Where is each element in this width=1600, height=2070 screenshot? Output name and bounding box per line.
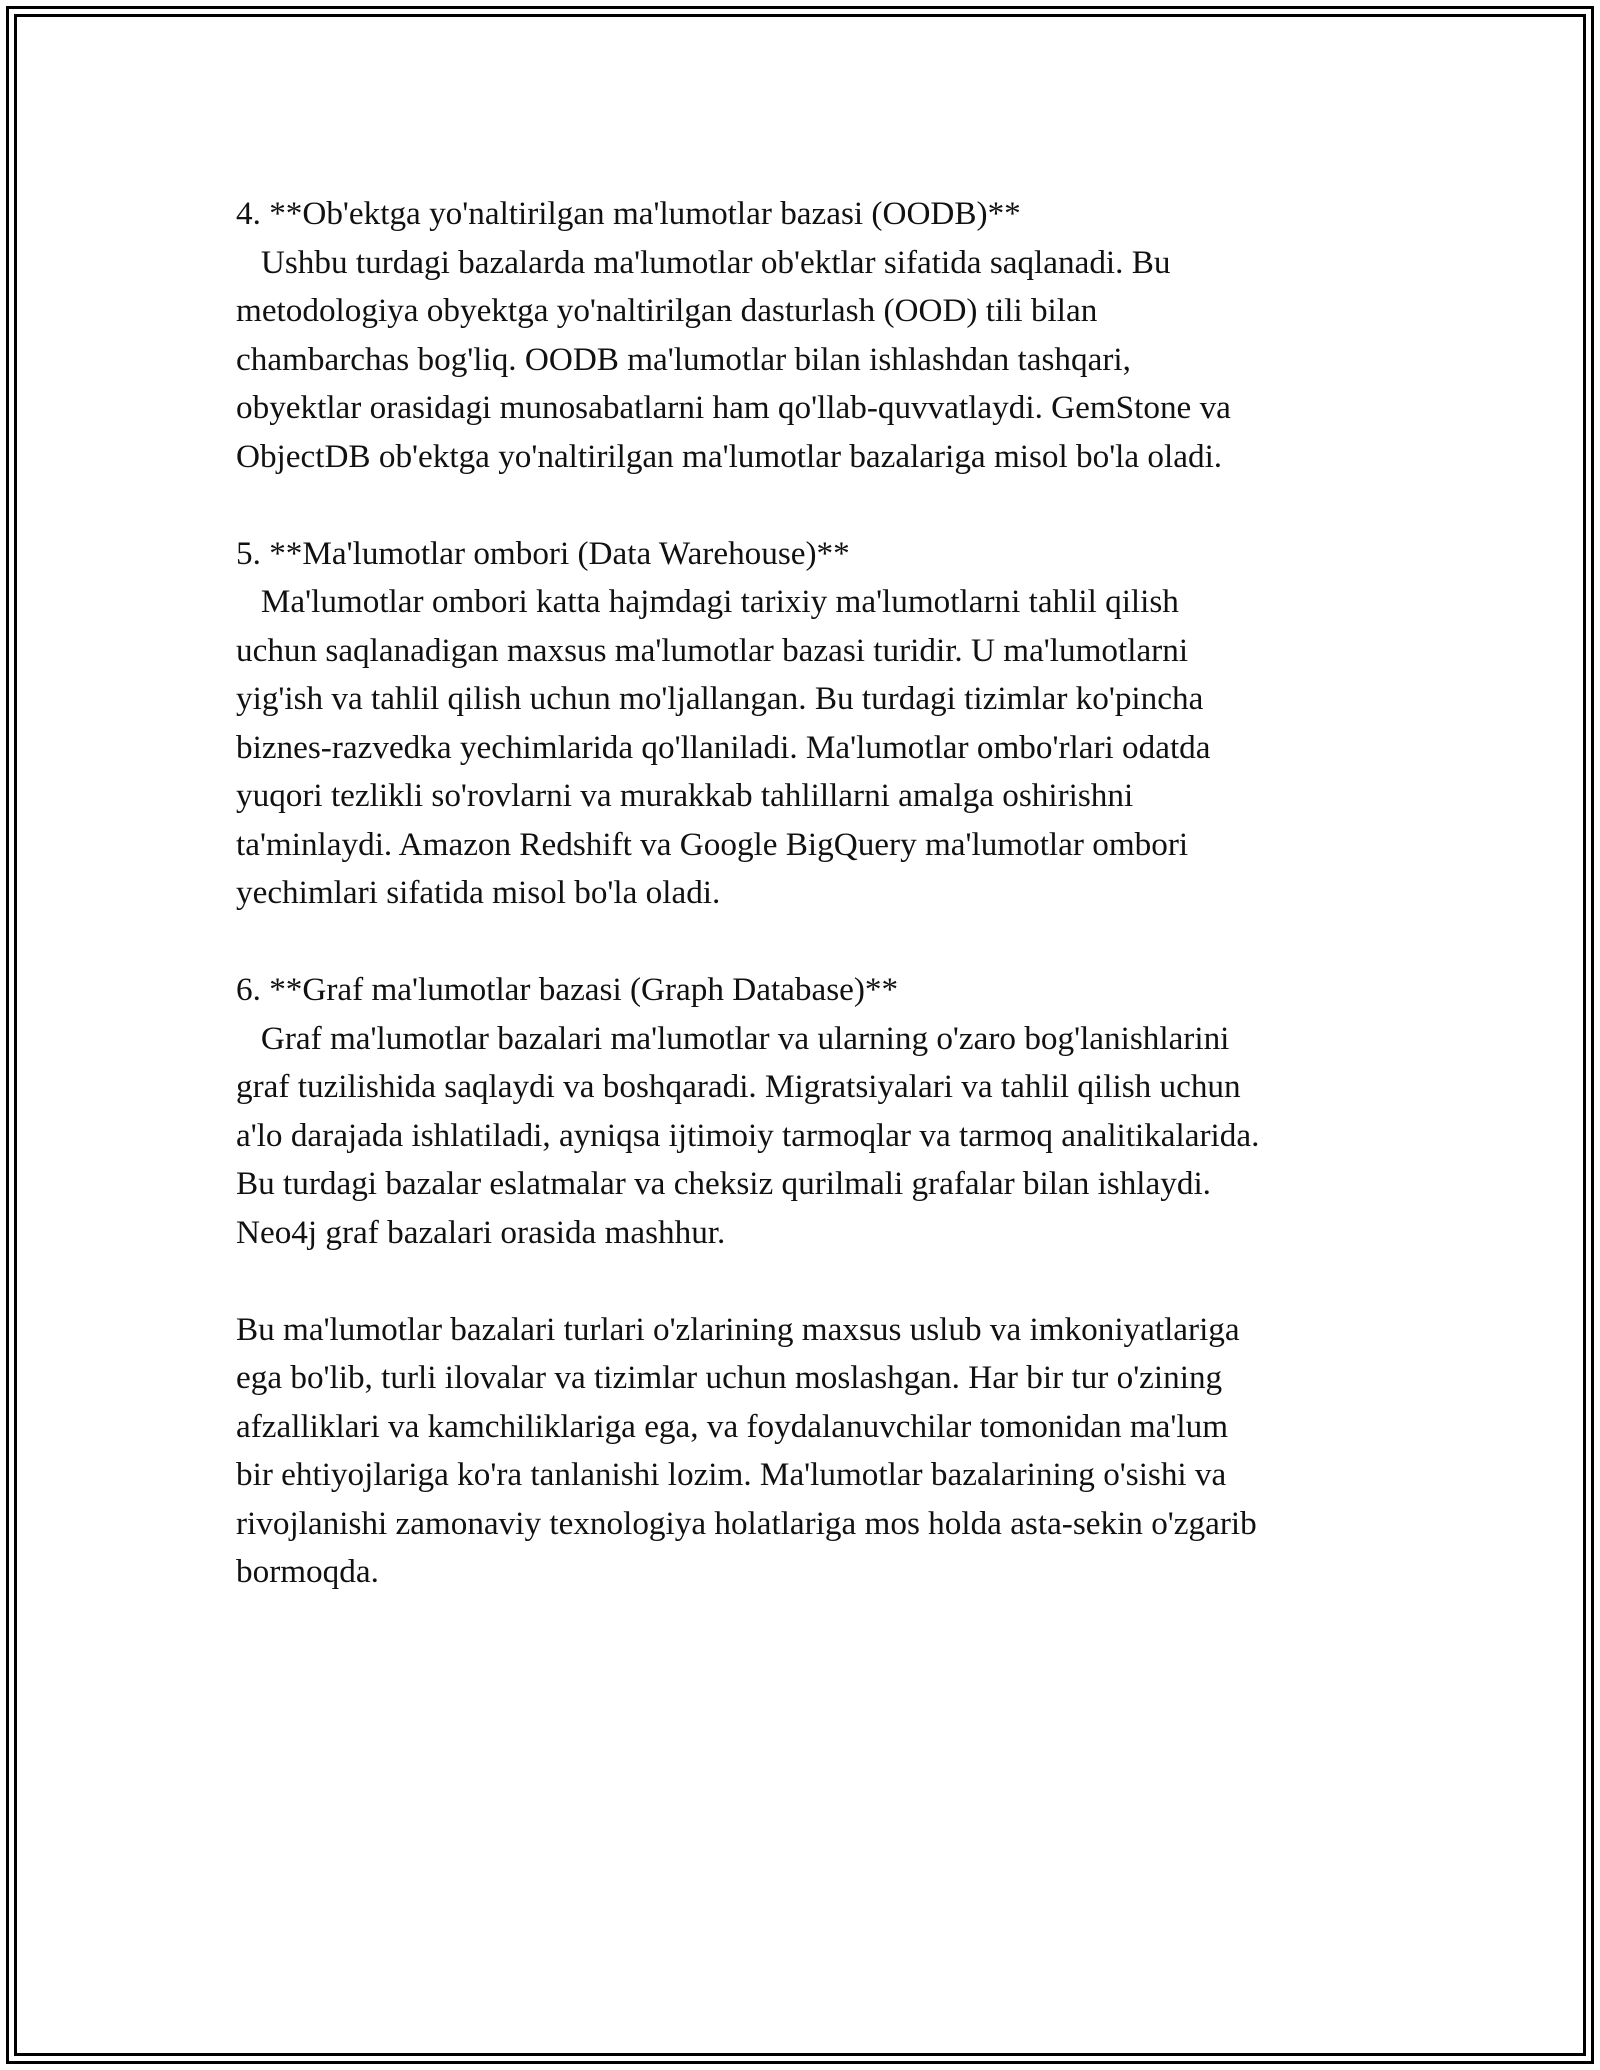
paragraph-line: Ma'lumotlar ombori katta hajmdagi tarixiy ma'lumotlarni tahlil qilish [236, 583, 1179, 620]
paragraph-line: bir ehtiyojlariga ko'ra tanlanishi lozim. Ma'lumotlar bazalarining o'sishi va [236, 1456, 1227, 1493]
section-oodb [236, 190, 1386, 481]
section-graph-database [236, 966, 1386, 1257]
section-heading: 6. **Graf ma'lumotlar bazasi (Graph Database)** [236, 971, 899, 1008]
paragraph-line: uchun saqlanadigan maxsus ma'lumotlar bazasi turidir. U ma'lumotlarni [236, 631, 1189, 669]
section-data-warehouse [236, 530, 1386, 918]
paragraph-line: Bu turdagi bazalar eslatmalar va cheksiz qurilmali grafalar bilan ishlaydi. [236, 1165, 1211, 1202]
paragraph-line: ta'minlaydi. Amazon Redshift va Google BigQuery ma'lumotlar ombori [236, 825, 1189, 863]
paragraph-line: Bu ma'lumotlar bazalari turlari o'zlarining maxsus uslub va imkoniyatlariga [236, 1310, 1240, 1348]
paragraph-line: metodologiya obyektga yo'naltirilgan dasturlash (OOD) tili bilan [236, 292, 1098, 329]
document-body [236, 190, 1386, 1597]
section-heading: 4. **Ob'ektga yo'naltirilgan ma'lumotlar bazasi (OODB)** [236, 195, 1021, 232]
paragraph-line: chambarchas bog'liq. OODB ma'lumotlar bilan ishlashdan tashqari, [236, 340, 1131, 378]
paragraph-line: a'lo darajada ishlatiladi, ayniqsa ijtimoiy tarmoqlar va tarmoq analitikalarida. [236, 1116, 1260, 1154]
paragraph-line: yechimlari sifatida misol bo'la oladi. [236, 874, 721, 911]
paragraph-line: rivojlanishi zamonaviy texnologiya holatlariga mos holda asta-sekin o'zgarib [236, 1504, 1257, 1542]
paragraph-line: Graf ma'lumotlar bazalari ma'lumotlar va ularning o'zaro bog'lanishlarini [236, 1019, 1230, 1057]
paragraph-line: graf tuzilishida saqlaydi va boshqaradi. Migratsiyalari va tahlil qilish uchun [236, 1068, 1241, 1105]
conclusion-paragraph [236, 1306, 1386, 1597]
paragraph-gap [236, 918, 1386, 967]
paragraph-gap [236, 1257, 1386, 1306]
paragraph-line: bormoqda. [236, 1553, 379, 1590]
paragraph-line: obyektlar orasidagi munosabatlarni ham qo'llab-quvvatlaydi. GemStone va [236, 389, 1231, 426]
paragraph-line: afzalliklari va kamchiliklariga ega, va foydalanuvchilar tomonidan ma'lum [236, 1407, 1229, 1445]
paragraph-line: ega bo'lib, turli ilovalar va tizimlar uchun moslashgan. Har bir tur o'zining [236, 1359, 1223, 1396]
paragraph-line: Neo4j graf bazalari orasida mashhur. [236, 1213, 726, 1251]
paragraph-line: yig'ish va tahlil qilish uchun mo'ljallangan. Bu turdagi tizimlar ko'pincha [236, 680, 1204, 717]
paragraph-line: Ushbu turdagi bazalarda ma'lumotlar ob'ektlar sifatida saqlanadi. Bu [236, 243, 1171, 281]
paragraph-line: ObjectDB ob'ektga yo'naltirilgan ma'lumotlar bazalariga misol bo'la oladi. [236, 437, 1223, 475]
paragraph-gap [236, 481, 1386, 530]
paragraph-line: biznes-razvedka yechimlarida qo'llaniladi. Ma'lumotlar ombo'rlari odatda [236, 728, 1211, 766]
section-heading: 5. **Ma'lumotlar ombori (Data Warehouse)** [236, 534, 850, 572]
paragraph-line: yuqori tezlikli so'rovlarni va murakkab tahlillarni amalga oshirishni [236, 777, 1134, 814]
